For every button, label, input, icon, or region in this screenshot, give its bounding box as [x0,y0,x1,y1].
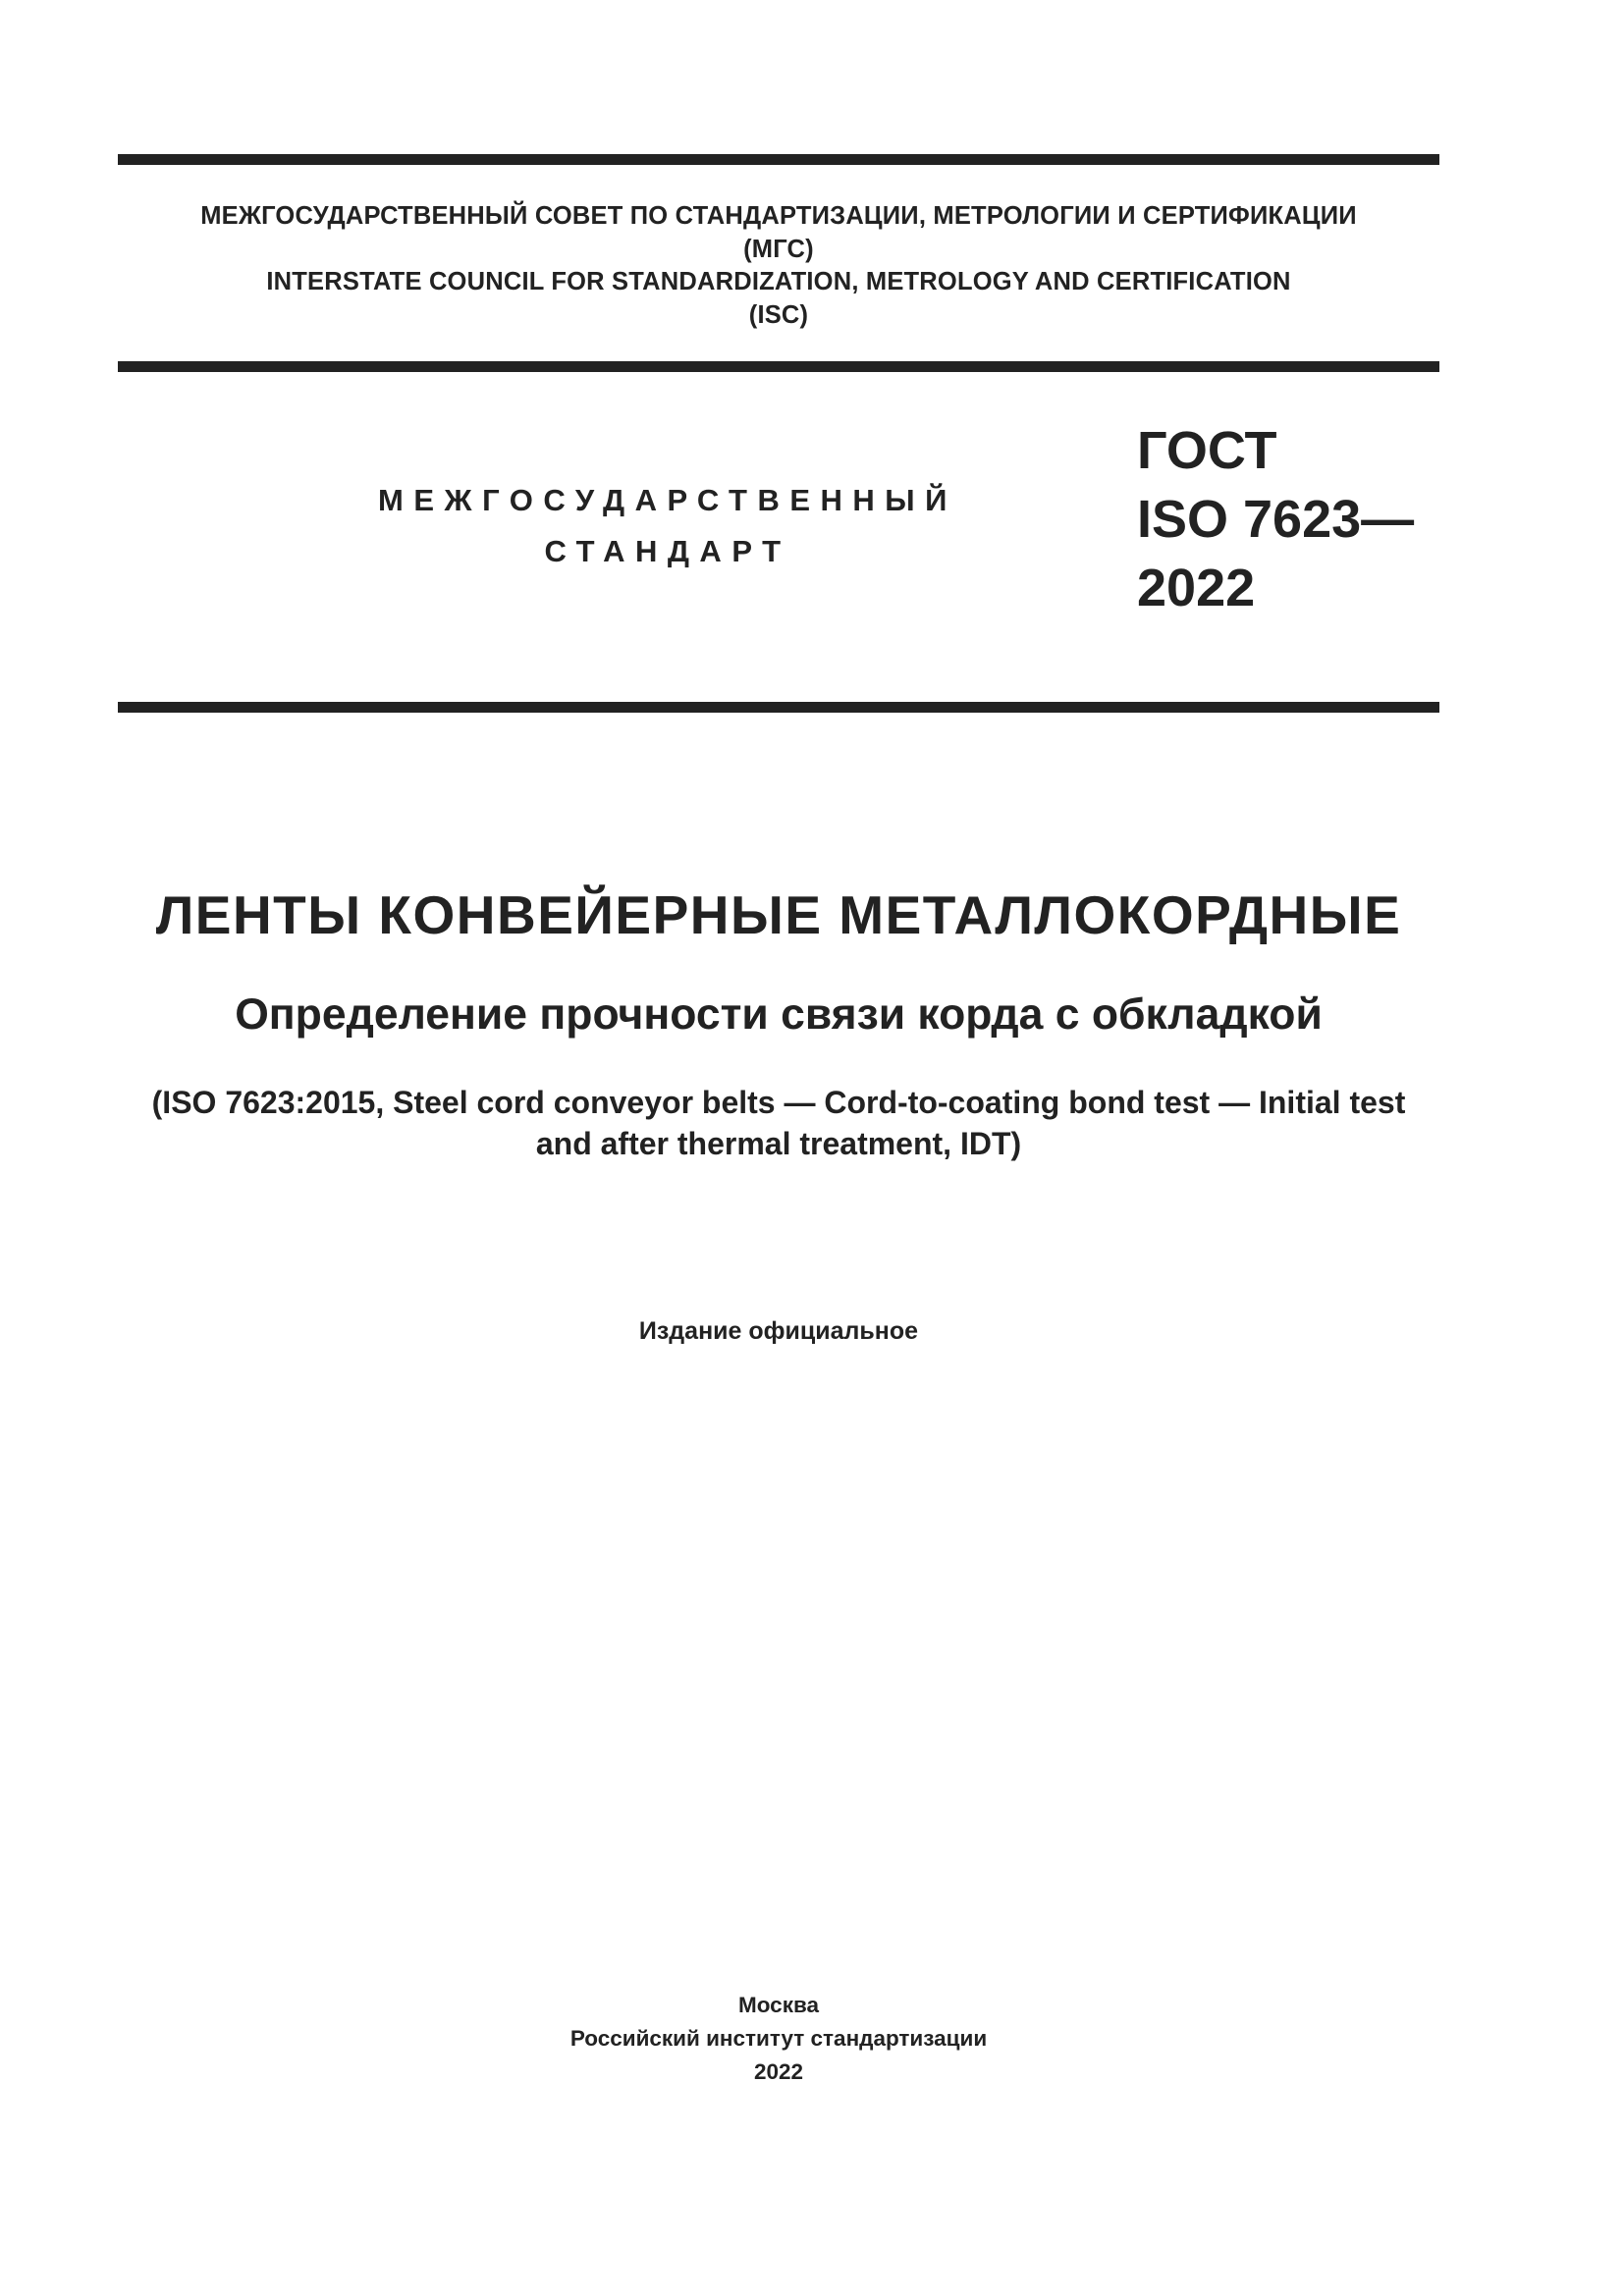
top-rule [118,154,1439,165]
standard-kind-line2: СТАНДАРТ [544,534,791,568]
publisher-org: Российский институт стандартизации [569,2026,988,2051]
designation-line1: ГОСТ [1137,421,1277,480]
publisher-block [118,1989,1439,2089]
standard-designation [1137,416,1414,622]
iso-reference-line2: and after thermal treatment, IDT) [535,1126,1022,1161]
standard-kind [363,475,972,577]
document-title: ЛЕНТЫ КОНВЕЙЕРНЫЕ МЕТАЛЛОКОРДНЫЕ [155,884,1402,945]
council-en-abbr: (ISC) [748,300,809,329]
standard-kind-line1: МЕЖГОСУДАРСТВЕННЫЙ [378,483,957,517]
bottom-rule [118,702,1439,713]
document-subtitle: Определение прочности связи корда с обкладкой [235,990,1323,1039]
publisher-city: Москва [737,1993,819,2017]
iso-reference-line1: (ISO 7623:2015, Steel cord conveyor belts — Cord-to-coating bond test — Initial test [151,1085,1406,1120]
designation-line3: 2022 [1137,559,1256,617]
edition-label: Издание официальное [638,1317,919,1345]
council-en-name: INTERSTATE COUNCIL FOR STANDARDIZATION, METROLOGY AND CERTIFICATION [266,268,1291,295]
designation-line2: ISO 7623— [1137,490,1415,549]
council-header [118,200,1439,332]
publisher-year: 2022 [753,2059,804,2084]
middle-rule [118,361,1439,372]
council-ru-abbr: (МГС) [743,235,814,263]
council-ru-name: МЕЖГОСУДАРСТВЕННЫЙ СОВЕТ ПО СТАНДАРТИЗАЦИИ, МЕТРОЛОГИИ И СЕРТИФИКАЦИИ [200,202,1357,230]
iso-reference [98,1082,1459,1164]
